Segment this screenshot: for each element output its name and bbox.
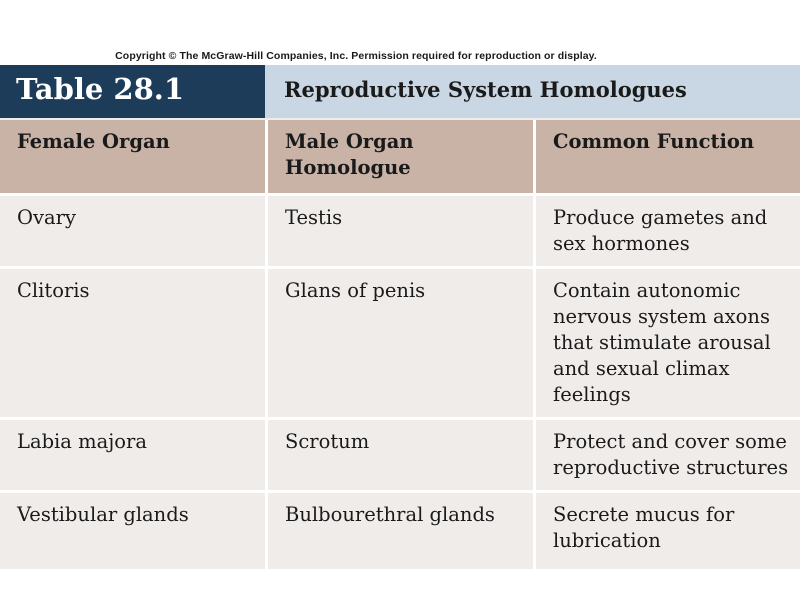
header-common-function: Common Function — [553, 130, 755, 153]
row-divider — [0, 490, 800, 493]
table-cell: Contain autonomic nervous system axons that stimulate arousal and sexual climax feelings — [553, 279, 771, 406]
row-divider — [0, 266, 800, 269]
row-divider — [0, 193, 800, 196]
header-female-organ: Female Organ — [17, 130, 170, 153]
table-cell: Secrete mucus for lubrication — [553, 503, 735, 552]
table-cell: Glans of penis — [285, 279, 426, 302]
header-male-organ-homologue: Male Organ Homologue — [285, 130, 414, 179]
table-title: Reproductive System Homologues — [284, 77, 687, 102]
table-label-band — [0, 65, 265, 118]
copyright-notice: Copyright © The McGraw-Hill Companies, Inc. Permission required for reproduction or display. — [115, 50, 597, 62]
table-bottom-border — [0, 569, 800, 572]
table-cell: Bulbourethral glands — [285, 503, 495, 526]
table-cell: Clitoris — [17, 279, 90, 302]
row-divider — [0, 417, 800, 420]
homologues-table — [0, 65, 800, 572]
table-cell: Testis — [285, 206, 343, 229]
table-label: Table 28.1 — [16, 72, 185, 106]
table-header-row — [0, 120, 800, 193]
table-title-band — [265, 65, 800, 118]
table-cell: Ovary — [17, 206, 76, 229]
table-cell: Protect and cover some reproductive structures — [553, 430, 789, 479]
table-cell: Vestibular glands — [17, 503, 189, 526]
table-cell: Produce gametes and sex hormones — [553, 206, 768, 255]
table-cell: Scrotum — [285, 430, 370, 453]
table-cell: Labia majora — [17, 430, 147, 453]
